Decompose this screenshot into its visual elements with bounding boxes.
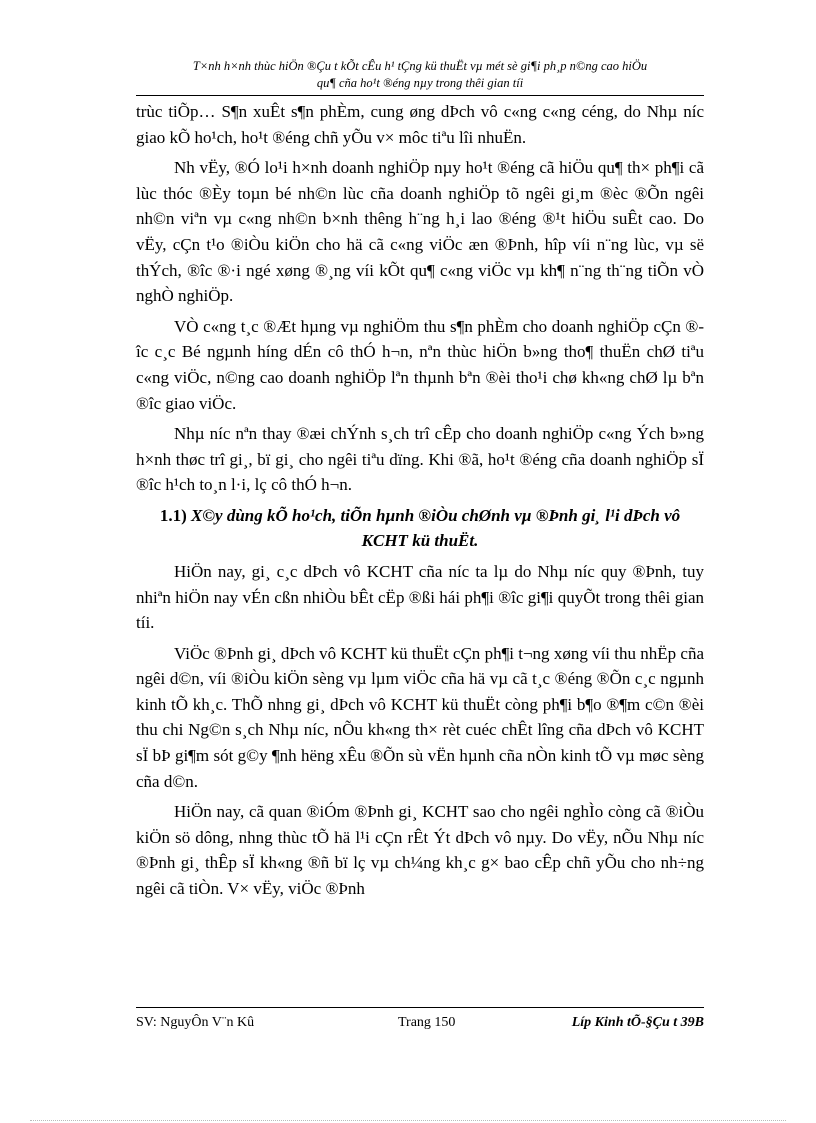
page-bottom-divider [30,1120,786,1121]
section-number: 1.1) [159,505,187,525]
paragraph: trùc tiÕp… S¶n xuÊt s¶n phÈm, cung øng dÞch vô c«ng c«ng céng, do Nhµ níc giao kÕ ho¹ch, ho¹t ®éng chñ yÕu v× môc tiªu lîi nhuËn. [136,102,704,147]
header-line-1: T×nh h×nh thùc hiÖn ®Çu t kÕt cÊu h¹ tÇng kü thuËt vµ mét sè gi¶i ph¸p n©ng cao hiÖu [192,59,648,73]
section-title: X©y dùng kÕ ho¹ch, tiÕn hµnh ®iÒu chØnh vµ ®Þnh gi¸ l¹i dÞch vô [190,505,681,525]
paragraph: Nhµ níc nªn thay ®æi chÝnh s¸ch trî cÊp cho doanh nghiÖp c«ng Ých b»ng h×nh thøc trî gi¸, bï gi¸ cho ngêi tiªu dïng. Khi ®ã, ho¹t ®éng cña doanh nghiÖp sÏ ®îc h¹ch to¸n l·i, lç cô thÓ h¬n. [136,424,704,495]
page-header [136,58,704,96]
footer-page-number: Trang 150 [398,1015,456,1030]
page-footer [136,1007,704,1030]
paragraph: ViÖc ®Þnh gi¸ dÞch vô KCHT kü thuËt cÇn ph¶i t¬ng xøng víi thu nhËp cña ngêi d©n, víi ®iÒu kiÖn sèng vµ lµm viÖc cña hä vµ cã t¸c ®éng ®Õn c¸c ngµnh kinh tÕ kh¸c. ThÕ nhng gi¸ dÞch vô KCHT kü thuËt còng ph¶i b¶o ®¶m c©n ®èi thu chi Ng©n s¸ch Nhµ níc, nÕu kh«ng th× rèt cuéc chÊt lîng cña dÞch vô KCHT sÏ bÞ gi¶m sót g©y ¶nh hëng xÊu ®Õn sù vËn hµnh cña nÒn kinh tÕ vµ møc sèng cña d©n. [136,643,704,791]
footer-class: Líp Kinh tÕ-§Çu t 39B [571,1015,704,1030]
section-heading [136,503,704,553]
paragraph: HiÖn nay, cã quan ®iÓm ®Þnh gi¸ KCHT sao cho ngêi nghÌo còng cã ®iÒu kiÖn sö dông, nhng thùc tÕ hä l¹i cÇn rÊt Ýt dÞch vô nµy. Do vËy, nÕu Nhµ níc ®Þnh gi¸ thÊp sÏ kh«ng ®ñ bï lç vµ ch¼ng kh¸c g× bao cÊp chñ yÕu cho nh÷ng ngêi cã tiÒn. V× vËy, viÖc ®Þnh [136,802,704,899]
paragraph: Nh vËy, ®Ó lo¹i h×nh doanh nghiÖp nµy ho¹t ®éng cã hiÖu qu¶ th× ph¶i cã lùc thóc ®Èy toµn bé nh©n lùc cña doanh nghiÖp tõ ngêi gi¸m ®èc ®Õn ngêi nh©n viªn vµ c«ng nh©n b×nh thêng h¨ng h¸i lao ®éng ®¹t hiÖu suÊt cao. Do vËy, cÇn t¹o ®iÒu kiÖn cho hä cã c«ng viÖc æn ®Þnh, hîp víi n¨ng lùc, vµ së thÝch, ®îc ®·i ngé xøng ®¸ng víi kÕt qu¶ c«ng viÖc vµ kh¶ n¨ng th¨ng tiÕn vÒ nghÒ nghiÖp. [136,158,704,306]
header-line-2: qu¶ cña ho¹t ®éng nµy trong thêi gian tíi [316,76,524,90]
footer-student: SV: NguyÔn V¨n Kû [136,1015,255,1030]
paragraph: VÒ c«ng t¸c ®Æt hµng vµ nghiÖm thu s¶n phÈm cho doanh nghiÖp cÇn ®îc c¸c Bé ngµnh híng dÉn cô thÓ h¬n, nªn thùc hiÖn b»ng tho¶ thuËn chØ tiªu c«ng viÖc, n©ng cao doanh nghiÖp lªn thµnh bªn ®èi tho¹i chø kh«ng chØ lµ bªn ®îc giao viÖc. [136,316,704,413]
paragraph: HiÖn nay, gi¸ c¸c dÞch vô KCHT cña níc ta lµ do Nhµ níc quy ®Þnh, tuy nhiªn hiÖn nay vÉn cßn nhiÒu bÊt cËp ®ßi hái ph¶i ®îc gi¶i quyÕt trong thêi gian tíi. [136,561,704,633]
section-title-line-2: KCHT kü thuËt. [361,530,479,550]
document-body [136,99,704,907]
